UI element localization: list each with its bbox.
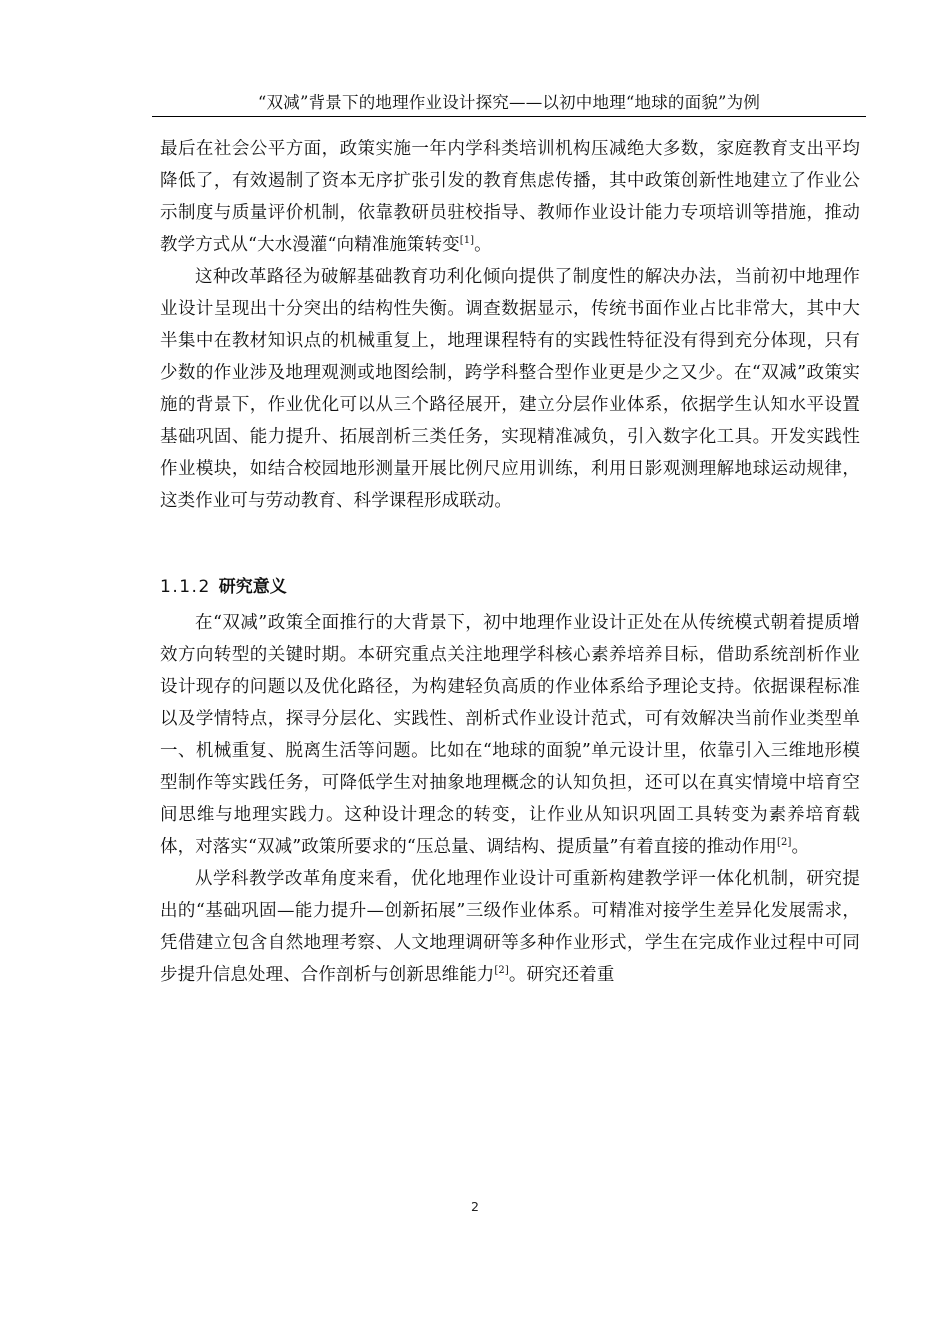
section-number: 1.1.2 [160,577,211,597]
paragraph-text: 最后在社会公平方面，政策实施一年内学科类培训机构压减绝大多数，家庭教育支出平均降低了，有效遏制了资本无序扩张引发的教育焦虑传播，其中政策创新性地建立了作业公示制度与质量评价机制，依靠教研员驻校指导、教师作业设计能力专项培训等措施，推动教学方式从“大水漫灌“向精准施策转变 [160,139,860,255]
paragraph-research-significance [160,607,860,863]
paragraph-text: 在“双减”政策全面推行的大背景下，初中地理作业设计正处在从传统模式朝着提质增效方向转型的关键时期。本研究重点关注地理学科核心素养培养目标，借助系统剖析作业设计现存的问题以及优化路径，为构建轻负高质的作业体系给予理论支持。依据课程标准以及学情特点，探寻分层化、实践性、剖析式作业设计范式，可有效解决当前作业类型单一、机械重复、脱离生活等问题。比如在“地球的面貌”单元设计里，依靠引入三维地形模型制作等实践任务，可降低学生对抽象地理概念的认知负担，还可以在真实情境中培育空间思维与地理实践力。这种设计理念的转变，让作业从知识巩固工具转变为素养培育载体，对落实“双减”政策所要求的“压总量、调结构、提质量”有着直接的推动作用 [160,613,860,857]
paragraph-reform-path [160,261,860,517]
citation-marker[interactable]: [1] [459,235,475,247]
citation-marker[interactable]: [2] [494,965,509,977]
section-title: 研究意义 [218,577,287,597]
paragraph-tail: 。研究还着重 [508,965,615,985]
paragraph-text: 这种改革路径为破解基础教育功利化倾向提供了制度性的解决办法，当前初中地理作业设计呈现出十分突出的结构性失衡。调查数据显示，传统书面作业占比非常大，其中大半集中在教材知识点的机械重复上，地理课程特有的实践性特征没有得到充分体现，只有少数的作业涉及地理观测或地图绘制，跨学科整合型作业更是少之又少。在“双减”政策实施的背景下，作业优化可以从三个路径展开，建立分层作业体系，依据学生认知水平设置基础巩固、能力提升、拓展剖析三类任务，实现精准减负，引入数字化工具。开发实践性作业模块，如结合校园地形测量开展比例尺应用训练，利用日影观测理解地球运动规律，这类作业可与劳动教育、科学课程形成联动。 [160,267,860,511]
paragraph-social-fairness [160,133,860,261]
page-body [160,133,860,991]
running-header [152,90,866,117]
paragraph-text: 从学科教学改革角度来看，优化地理作业设计可重新构建教学评一体化机制，研究提出的“基础巩固—能力提升—创新拓展”三级作业体系。可精准对接学生差异化发展需求，凭借建立包含自然地理考察、人文地理调研等多种作业形式，学生在完成作业过程中可同步提升信息处理、合作剖析与创新思维能力 [160,869,860,985]
page-number: 2 [471,1199,479,1214]
section-spacer [160,517,860,567]
running-header-title: “双减”背景下的地理作业设计探究——以初中地理“地球的面貌”为例 [257,93,761,112]
paragraph-tail: 。 [474,235,492,255]
paragraph-tail: 。 [791,837,810,857]
paragraph-teaching-reform [160,863,860,991]
citation-marker[interactable]: [2] [776,837,792,849]
section-heading [160,567,860,607]
